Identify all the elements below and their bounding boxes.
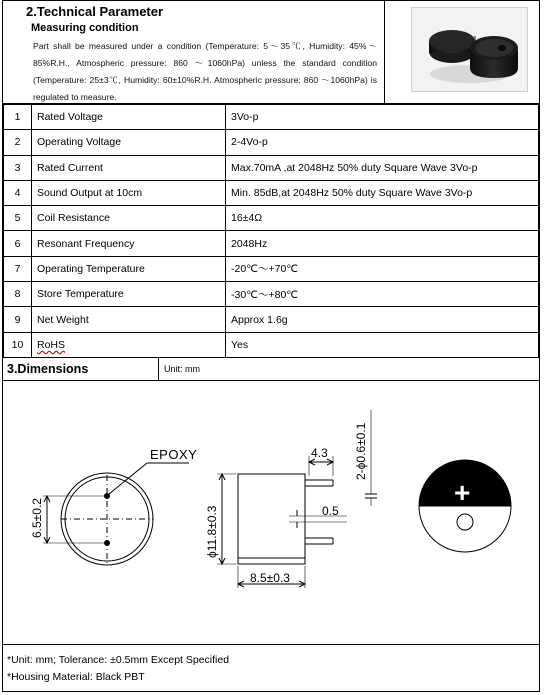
- parameter-value-text: -30℃～+80℃: [231, 288, 299, 301]
- parameter-value: [226, 180, 539, 205]
- top-view-sound-hole: [457, 514, 473, 530]
- row-number: [4, 180, 32, 205]
- parameter-name-text: Coil Resistance: [37, 212, 110, 225]
- parameter-value-text: Approx 1.6g: [231, 313, 288, 326]
- parameter-value: [226, 155, 539, 180]
- spec-row: [4, 282, 539, 307]
- parameter-value-text: Max.70mA ,at 2048Hz 50% duty Square Wave 3Vo-p: [231, 161, 478, 174]
- parameter-name: [32, 256, 226, 281]
- section-title: 2.Technical Parameter: [26, 4, 164, 19]
- row-number: [4, 105, 32, 130]
- parameter-value: [226, 130, 539, 155]
- parameter-name: [32, 231, 226, 256]
- parameter-name-text: Rated Current: [37, 161, 103, 174]
- spec-row: [4, 206, 539, 231]
- parameter-name: [32, 307, 226, 332]
- parameter-value-text: 2048Hz: [231, 237, 268, 250]
- spec-row: [4, 130, 539, 155]
- tolerance-note: *Unit: mm; Tolerance: ±0.5mm Except Specified: [7, 654, 230, 666]
- parameter-name-text: Net Weight: [37, 313, 89, 326]
- row-number: [4, 332, 32, 357]
- buzzer-drawing: [3, 382, 539, 644]
- parameter-value-text: -20℃～+70℃: [231, 263, 299, 276]
- divider: [158, 358, 159, 380]
- row-number: [4, 231, 32, 256]
- buzzer-photo-icon: [412, 8, 527, 91]
- row-number: [4, 307, 32, 332]
- epoxy-label: EPOXY: [150, 447, 198, 462]
- row-number-text: 4: [14, 187, 21, 200]
- diameter-label: ϕ11.8±0.3: [205, 505, 219, 558]
- divider: [384, 1, 385, 104]
- product-photo: [411, 7, 528, 92]
- height-label: 8.5±0.3: [250, 571, 290, 585]
- unit-note: Unit: mm: [164, 364, 200, 374]
- parameter-name: [32, 155, 226, 180]
- spec-row: [4, 332, 539, 357]
- spec-row: [4, 105, 539, 130]
- side-view-body: [238, 474, 305, 564]
- parameter-value: [226, 256, 539, 281]
- row-number-text: 6: [14, 237, 21, 250]
- parameter-name-text: Rated Voltage: [37, 111, 103, 124]
- row-number: [4, 155, 32, 180]
- parameter-name-text: Operating Temperature: [37, 262, 145, 275]
- parameter-name: [32, 180, 226, 205]
- spec-row: [4, 231, 539, 256]
- measuring-condition-heading: Measuring condition: [31, 22, 139, 34]
- measuring-condition-text: Part shall be measured under a condition (Temperature: 5～35℃, Humidity: 45%～85%R.H., Atmospheric pressure: 860 ～1060hPa) unless the standard condition (Temperature: 25±3℃, Humidity: 60±10%R.H. Atmospheric pressure: 860 ～1060hPa) is regulated to measure.: [33, 41, 377, 102]
- parameter-value-text: 2-4Vo-p: [231, 136, 268, 149]
- parameter-name: [32, 332, 226, 357]
- row-number-text: 2: [14, 136, 21, 149]
- parameter-value-text: 3Vo-p: [231, 111, 259, 124]
- spec-row: [4, 180, 539, 205]
- pin-diameter-label: 2-ϕ0.6±0.1: [354, 422, 368, 480]
- parameter-name-text: Operating Voltage: [37, 136, 122, 149]
- row-number-text: 7: [14, 262, 21, 275]
- row-number: [4, 130, 32, 155]
- dimensions-header: [3, 357, 539, 381]
- parameter-value: [226, 282, 539, 307]
- parameter-value: [226, 332, 539, 357]
- datasheet: [2, 0, 540, 692]
- row-number: [4, 256, 32, 281]
- parameter-name: [32, 105, 226, 130]
- parameter-value-text: Min. 85dB,at 2048Hz 50% duty Square Wave 3Vo-p: [231, 187, 473, 200]
- gap-label: 0.5: [322, 504, 339, 518]
- polarity-plus-sign: +: [454, 477, 471, 508]
- parameter-name: [32, 130, 226, 155]
- parameter-value: [226, 105, 539, 130]
- parameter-name: [32, 206, 226, 231]
- parameter-value-text: 16±4Ω: [231, 212, 263, 225]
- pin-length-label: 4.3: [311, 446, 328, 460]
- dimension-drawing: [3, 382, 539, 644]
- parameter-name: [32, 282, 226, 307]
- spec-row: [4, 307, 539, 332]
- pin-spacing-label: 6.5±0.2: [30, 498, 44, 538]
- dimensions-title: 3.Dimensions: [7, 362, 89, 376]
- housing-material-note: *Housing Material: Black PBT: [7, 671, 145, 683]
- technical-parameter-section: [3, 1, 539, 104]
- parameter-name-text: Sound Output at 10cm: [37, 187, 143, 200]
- parameter-value: [226, 231, 539, 256]
- spec-table: [3, 104, 539, 358]
- row-number-text: 9: [14, 313, 21, 326]
- spec-row: [4, 155, 539, 180]
- parameter-name-text: Store Temperature: [37, 288, 124, 301]
- row-number: [4, 206, 32, 231]
- parameter-name-text: RoHS: [37, 338, 66, 351]
- row-number-text: 8: [14, 288, 21, 301]
- footer-notes: [3, 644, 539, 691]
- row-number-text: 5: [14, 212, 21, 225]
- parameter-name-text: Resonant Frequency: [37, 237, 135, 250]
- parameter-value: [226, 307, 539, 332]
- parameter-value-text: Yes: [231, 338, 249, 351]
- row-number-text: 1: [14, 111, 21, 124]
- parameter-value: [226, 206, 539, 231]
- row-number: [4, 282, 32, 307]
- row-number-text: 3: [14, 161, 21, 174]
- spec-row: [4, 256, 539, 281]
- row-number-text: 10: [11, 338, 24, 351]
